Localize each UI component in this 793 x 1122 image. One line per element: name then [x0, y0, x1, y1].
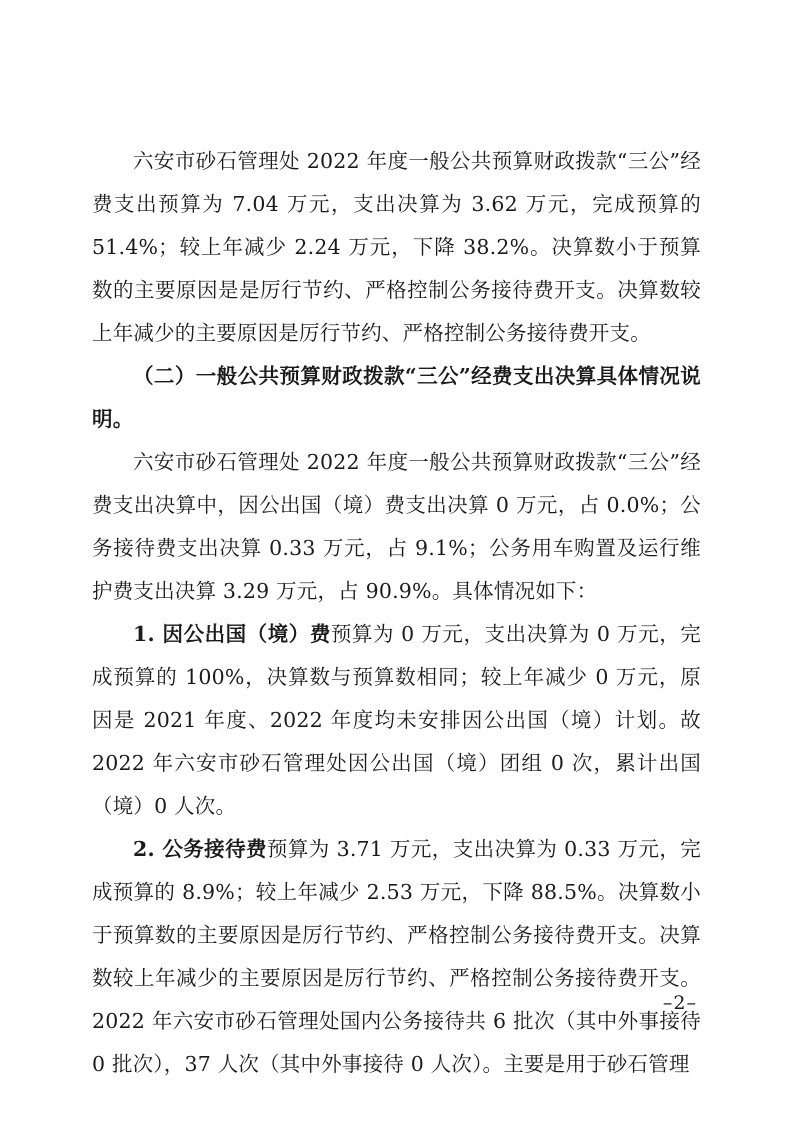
- paragraph-item-1-overseas-travel: [92, 613, 701, 828]
- paragraph-detail-breakdown: 六安市砂石管理处 2022 年度一般公共预算财政拨款“三公”经费支出决算中，因公出国（境）费支出决算 0 万元，占 0.0%；公务接待费支出决算 0.33 万元，占 9.1%；公务用车购置及运行维护费支出决算 3.29 万元，占 90.9%。具体情况如下：: [92, 450, 701, 603]
- page-number: –2–: [662, 992, 697, 1014]
- item-2-label: 2. 公务接待费: [133, 837, 267, 861]
- paragraph-summary-three-public-funds: 六安市砂石管理处 2022 年度一般公共预算财政拨款“三公”经费支出预算为 7.04 万元，支出决算为 3.62 万元，完成预算的 51.4%；较上年减少 2.24 万元，下降 38.2%。决算数小于预算数的主要原因是是厉行节约、严格控制公务接待费开支。决算数较上年减少的主要原因是厉行节约、严格控制公务接待费开支。: [92, 149, 701, 345]
- item-1-text: 预算为 0 万元，支出决算为 0 万元，完成预算的 100%，决算数与预算数相同；较上年减少 0 万元，原因是 2021 年度、2022 年度均未安排因公出国（境）计划。故 2022 年六安市砂石管理处因公出国（境）团组 0 次，累计出国（境）0 人次。: [92, 622, 701, 818]
- item-2-text: 预算为 3.71 万元，支出决算为 0.33 万元，完成预算的 8.9%；较上年减少 2.53 万元，下降 88.5%。决算数小于预算数的主要原因是厉行节约、严格控制公务接待费开支。决算数较上年减少的主要原因是厉行节约、严格控制公务接待费开支。2022 年六安市砂石管理处国内公务接待共 6 批次（其中外事接待 0 批次），37 人次（其中外事接待 0 人次）。主要是用于砂石管理: [92, 837, 701, 1076]
- item-1-label: 1. 因公出国（境）费: [133, 622, 331, 646]
- paragraph-item-2-official-reception: [92, 828, 701, 1086]
- document-body: [92, 140, 701, 1086]
- paragraph-section-heading-2: （二）一般公共预算财政拨款“三公”经费支出决算具体情况说明。: [92, 364, 701, 431]
